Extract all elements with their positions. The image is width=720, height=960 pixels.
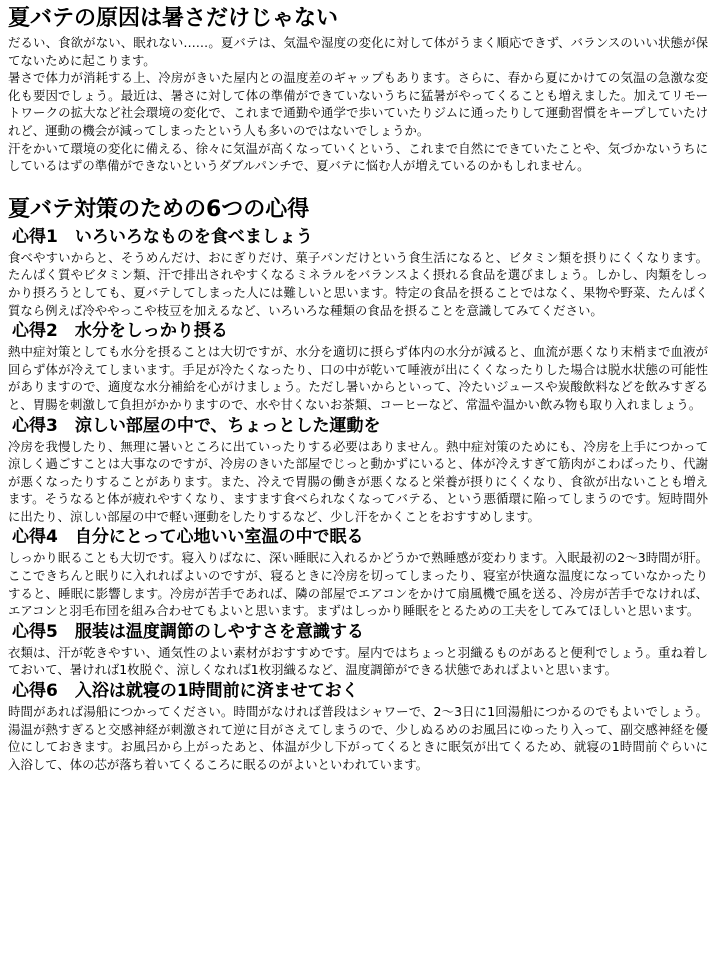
tip-body: 食べやすいからと、そうめんだけ、おにぎりだけ、菓子パンだけという食生活になると、ビタミン類を摂りにくくなります。たんぱく質やビタミン類、汗で排出されやすくなるミネラルをバランスよく摂れる食品を選びましょう。しかし、肉類をしっかり摂ろうとしても、夏バテしてしまった人には難しいと思います。特定の食品を摂ることではなく、果物や野菜、たんぱく質なら例えば冷ややっこや枝豆を加えるなど、いろいろな種類の食品を摂ることを意識してみてください。 <box>8 249 708 318</box>
tip-body: 衣類は、汗が乾きやすい、通気性のよい素材がおすすめです。屋内ではちょっと羽織るものがあると便利でしょう。重ね着しておいて、暑ければ1枚脱ぐ、涼しくなれば1枚羽織るなど、温度調節ができる状態であればよいと思います。 <box>8 644 708 678</box>
intro-paragraph-2: 暑さで体力が消耗する上、冷房がきいた屋内との温度差のギャップもあります。さらに、春から夏にかけての気温の急激な変化も要因でしょう。最近は、暑さに対して体の準備ができていないうちに猛暑がやってくることも増えました。加えてリモートワークの拡大など社会環境の変化で、これまで通勤や通学で歩いていたりジムに通ったりして運動習慣をキープしていたけれど、運動の機会が減ってしまったという人も多いのではないでしょうか。 <box>8 70 708 138</box>
tips-section-title: 夏バテ対策のための6つの心得 <box>8 196 310 222</box>
tip-1 <box>8 225 708 319</box>
tip-body: 冷房を我慢したり、無理に暑いところに出ていったりする必要はありません。熱中症対策のためにも、冷房を上手につかって涼しく過ごすことは大事なのですが、冷房のきいた部屋でじっと動かずにいると、体が冷えすぎて筋肉がこわばったり、代謝が悪くなったりすることがあります。また、冷えで胃腸の働きが悪くなると栄養が摂りにくくなり、食欲が出ないことも増えます。そうなると体が疲れやすくなり、ますます食べられなくなってバテる、という悪循環に陥ってしまうのです。短時間外に出たり、涼しい部屋の中で軽い運動をしたりするなど、少し汗をかくことをおすすめします。 <box>8 438 708 524</box>
tip-heading: 心得2 水分をしっかり摂る <box>12 321 228 342</box>
tip-heading: 心得5 服装は温度調節のしやすさを意識する <box>12 621 364 642</box>
tip-heading: 心得4 自分にとって心地いい室温の中で眠る <box>12 527 364 548</box>
tip-4 <box>8 525 708 619</box>
intro-section <box>8 4 708 175</box>
section-spacer <box>8 175 708 195</box>
tip-3 <box>8 414 708 526</box>
tip-heading: 心得3 涼しい部屋の中で、ちょっとした運動を <box>12 415 381 436</box>
tip-heading: 心得1 いろいろなものを食べましょう <box>12 226 313 247</box>
intro-title: 夏バテの原因は暑さだけじゃない <box>8 6 339 31</box>
tips-section <box>8 195 708 774</box>
tip-body: 時間があれば湯船につかってください。時間がなければ普段はシャワーで、2～3日に1回湯船につかるのでもよいでしょう。湯温が熱すぎると交感神経が刺激されて逆に目がさえてしまうので、少しぬるめのお風呂にゆったり入って、副交感神経を優位にしておきます。お風呂から上がったあと、体温が少し下がってくるときに眠気が出てくるため、就寝の1時間前ぐらいに入浴して、体の芯が落ち着いてくるころに眠るのがよいといわれています。 <box>8 704 708 772</box>
tip-heading: 心得6 入浴は就寝の1時間前に済ませておく <box>12 681 359 702</box>
tip-5 <box>8 620 708 679</box>
intro-paragraph-1: だるい、食欲がない、眠れない……。夏バテは、気温や湿度の変化に対して体がうまく順応できず、バランスのいい状態が保てないために起こります。 <box>8 35 708 68</box>
tip-body: しっかり眠ることも大切です。寝入りばなに、深い睡眠に入れるかどうかで熟睡感が変わります。入眠最初の2～3時間が肝。ここできちんと眠りに入れればよいのですが、寝るときに冷房を切ってしまったり、寝室が快適な温度になっていなかったりすると、睡眠に影響します。冷房が苦手であれば、隣の部屋でエアコンをかけて扇風機で風を送る、冷房が苦手でなければ、エアコンと羽毛布団を組み合わせてもよいと思います。まずはしっかり睡眠をとるための工夫をしてみてほしいと思います。 <box>8 550 708 619</box>
article <box>8 4 708 773</box>
intro-paragraph-3: 汗をかいて環境の変化に備える、徐々に気温が高くなっていくという、これまで自然にできていたことや、気づかないうちにしているはずの準備ができないというダブルパンチで、夏バテに悩む人が増えているのかもしれません。 <box>8 140 708 174</box>
tip-6 <box>8 679 708 773</box>
tip-2 <box>8 319 708 413</box>
tip-body: 熱中症対策としても水分を摂ることは大切ですが、水分を適切に摂らず体内の水分が減ると、血流が悪くなり末梢まで血液が回らず体が冷えてしまいます。手足が冷たくなったり、口の中が乾いて唾液が出にくくなったりした場合は脱水状態の可能性がありますので、適度な水分補給を心がけましょう。ただし暑いからといって、冷たいジュースや炭酸飲料などを飲みすぎると、胃腸を刺激して負担がかかりますので、水や甘くないお茶類、コーヒーなど、常温や温かい飲み物も取り入れましょう。 <box>8 344 708 412</box>
